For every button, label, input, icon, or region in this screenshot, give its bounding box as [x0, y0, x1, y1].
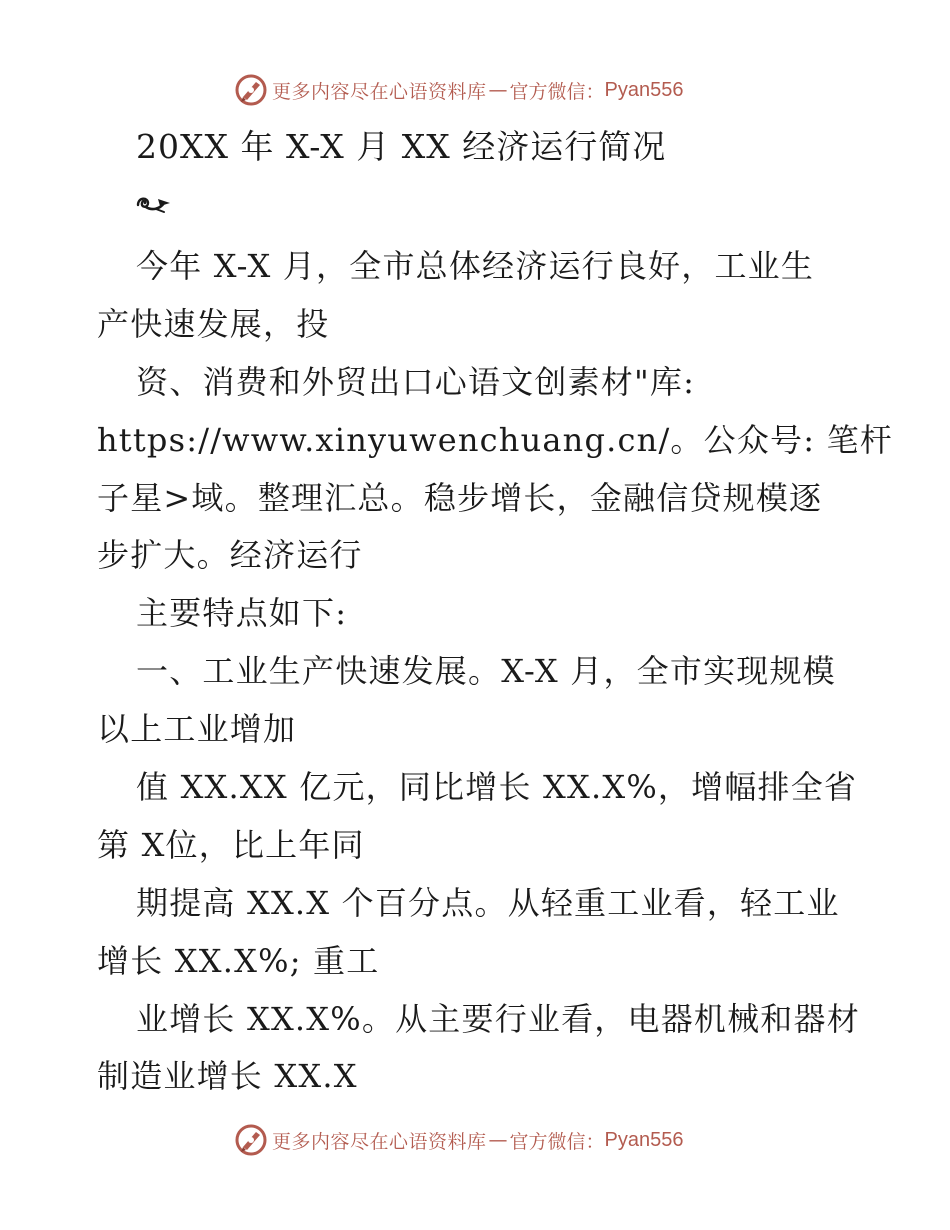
banner-text: 更多内容尽在心语资料库	[272, 1130, 487, 1153]
banner-wechat-id: Pyan556	[604, 78, 684, 101]
body-line: 期提高 XX.X 个百分点。从轻重工业看，轻工业	[136, 883, 840, 922]
header-banner	[234, 72, 684, 108]
body-line: 资、消费和外贸出口心语文创素材"库:	[136, 362, 696, 401]
body-line: 一、工业生产快速发展。X-X 月，全市实现规模	[136, 652, 836, 691]
body-line: 产快速发展，投	[97, 304, 330, 343]
body-line: 制造业增长 XX.X	[97, 1057, 358, 1096]
body-line: 增长 XX.X%; 重工	[97, 941, 380, 980]
banner-text: 更多内容尽在心语资料库	[272, 80, 487, 103]
body-line: 值 XX.XX 亿元，同比增长 XX.X%，增幅排全省	[136, 768, 858, 807]
footer-banner	[234, 1122, 684, 1158]
body-line: 子星>域。整理汇总。稳步增长，金融信贷规模逐	[97, 478, 823, 517]
logo-icon	[234, 73, 268, 107]
body-line: 业增长 XX.X%。从主要行业看，电器机械和器材	[136, 999, 860, 1038]
body-line: 以上工业增加	[97, 710, 297, 749]
banner-dash: —	[488, 79, 508, 101]
flourish-icon	[134, 191, 174, 215]
banner-wechat-id: Pyan556	[604, 1128, 684, 1151]
banner-wechat-label: 官方微信：	[509, 1130, 605, 1153]
document-title: 20XX 年 X-X 月 XX 经济运行简况	[136, 127, 667, 166]
logo-icon	[234, 1123, 268, 1157]
banner-dash: —	[488, 1129, 508, 1151]
document-body	[97, 238, 893, 1106]
body-line: https://www.xinyuwenchuang.cn/。公众号: 笔杆	[97, 420, 893, 459]
banner-wechat-label: 官方微信：	[509, 80, 605, 103]
body-line: 主要特点如下:	[136, 594, 348, 633]
body-line: 第 X位，比上年同	[97, 825, 365, 864]
body-line: 步扩大。经济运行	[97, 536, 363, 575]
body-line: 今年 X-X 月，全市总体经济运行良好，工业生	[136, 247, 815, 285]
